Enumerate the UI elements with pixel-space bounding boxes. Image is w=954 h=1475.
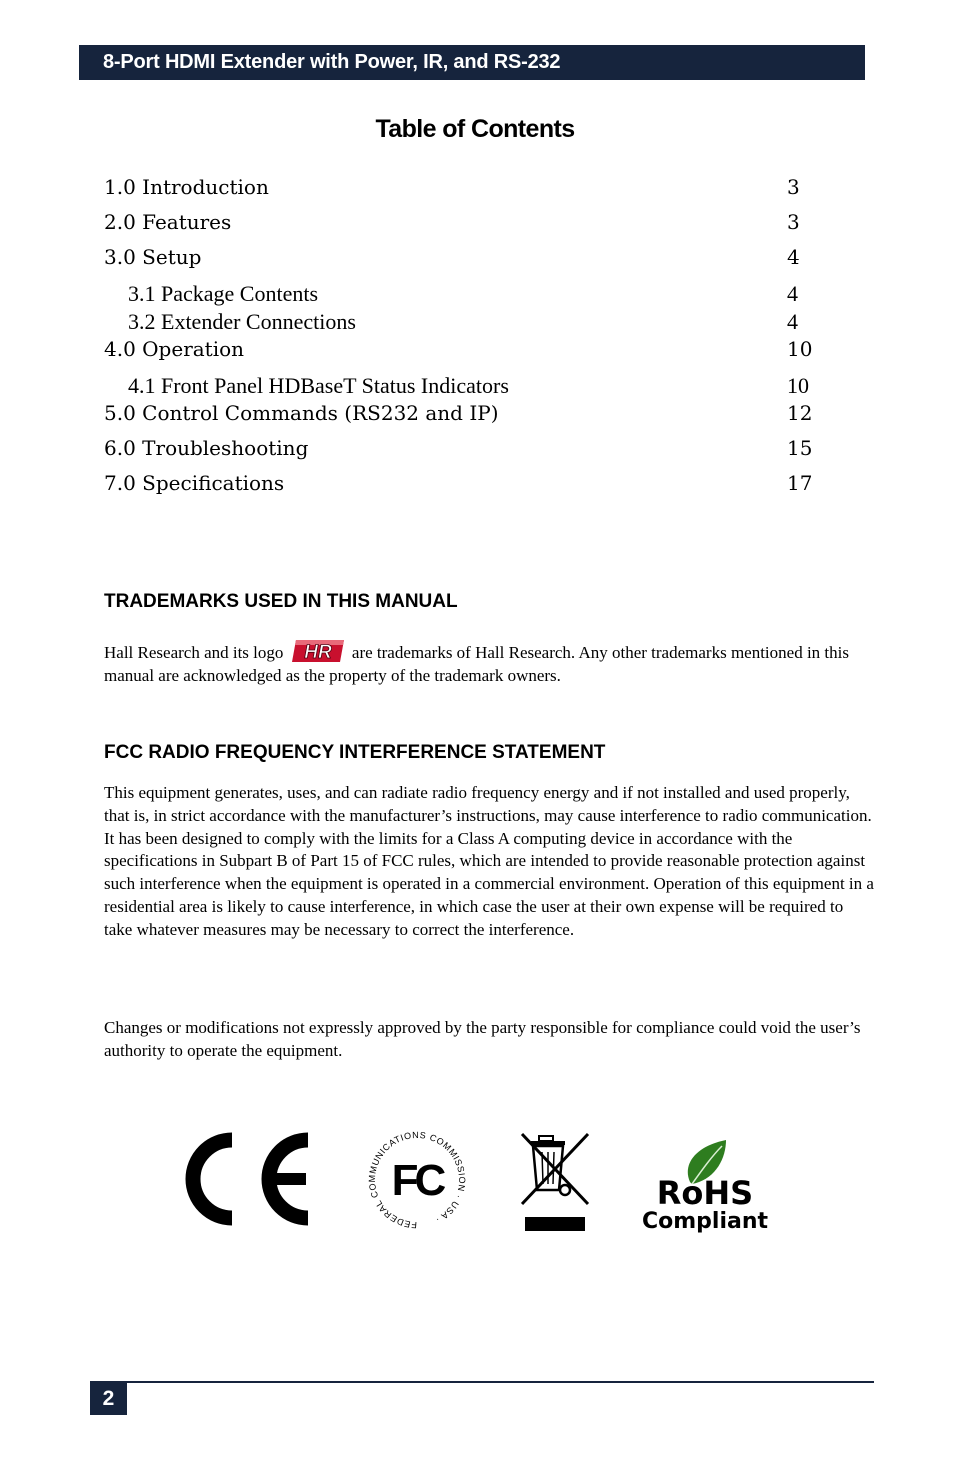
toc-entry-label: 6.0 Troubleshooting: [104, 436, 309, 460]
toc-entry-label: 3.1 Package Contents: [128, 281, 319, 306]
rohs-compliant-logo-icon: [622, 1138, 788, 1236]
fcc-paragraph-1: This equipment generates, uses, and can radiate radio frequency energy and if not installed and used properly, that is, in strict accordance with the manufacturer’s instructions, may cause interference to radio communication. It has been designed to comply with the limits for a Class A computing device in accordance with the specifications in Subpart B of Part 15 of FCC rules, which are intended to provide reasonable protection against such interference when the equipment is operated in a commercial environment. Operation of this equipment in a residential area is likely to cause interference, in which case the user at their own expense will be required to take whatever measures may be necessary to correct the interference.: [104, 783, 874, 939]
toc-entry-page: 10: [787, 373, 809, 398]
toc-entry-page: 17: [787, 471, 813, 495]
toc-entry-page: 12: [787, 401, 813, 425]
weee-bin-icon: [518, 1132, 592, 1235]
toc-entry-label: 5.0 Control Commands (RS232 and IP): [104, 401, 499, 425]
toc-entry-label: 2.0 Features: [104, 210, 232, 234]
trademarks-text-before-logo: Hall Research and its logo: [104, 643, 284, 662]
fcc-mark-text: FC: [391, 1156, 443, 1205]
toc-entry-label: 1.0 Introduction: [104, 175, 269, 199]
toc-entry-label: 3.0 Setup: [104, 245, 202, 269]
trademarks-text-after-logo: are trademarks of Hall Research. Any other trademarks mentioned in this manual are acknowledged as the property of the trademark owners.: [104, 643, 849, 685]
rohs-text: RoHS: [656, 1174, 754, 1212]
toc-entry-page: 3: [787, 210, 800, 234]
toc-entry-label: 3.2 Extender Connections: [128, 309, 356, 334]
document-header: 8-Port HDMI Extender with Power, IR, and RS-232: [79, 45, 865, 80]
trademarks-heading: TRADEMARKS USED IN THIS MANUAL: [104, 591, 458, 612]
footer-rule: [90, 1381, 874, 1383]
hall-research-logo-icon: [290, 638, 346, 664]
toc-entry-label: 4.0 Operation: [104, 337, 245, 361]
ce-mark-icon: [182, 1132, 312, 1226]
toc-entry-page: 10: [787, 337, 813, 361]
toc-entry-page: 3: [787, 175, 800, 199]
page-number: 2: [90, 1382, 127, 1415]
toc-entry-page: 15: [787, 436, 813, 460]
toc-title: Table of Contents: [375, 115, 575, 143]
fcc-ring-text: FEDERAL COMMUNICATIONS COMMISSION · USA ·: [366, 1129, 468, 1231]
compliance-logos: [0, 1120, 954, 1250]
rohs-compliant-text: Compliant: [641, 1209, 769, 1234]
toc-entry-page: 4: [787, 309, 798, 334]
toc-entry-page: 4: [787, 281, 798, 306]
fcc-heading: FCC RADIO FREQUENCY INTERFERENCE STATEMENT: [104, 742, 606, 763]
toc-entry-page: 4: [787, 245, 800, 269]
fcc-paragraph-2: Changes or modifications not expressly approved by the party responsible for compliance could void the user’s authority to operate the equipment.: [104, 1018, 861, 1060]
toc-entry-label: 7.0 Specifications: [104, 471, 285, 495]
hall-research-logo-text: HR: [303, 642, 332, 663]
toc-entry-label: 4.1 Front Panel HDBaseT Status Indicators: [128, 373, 509, 398]
trademarks-paragraph: [104, 638, 874, 688]
fcc-logo-icon: [360, 1125, 474, 1235]
